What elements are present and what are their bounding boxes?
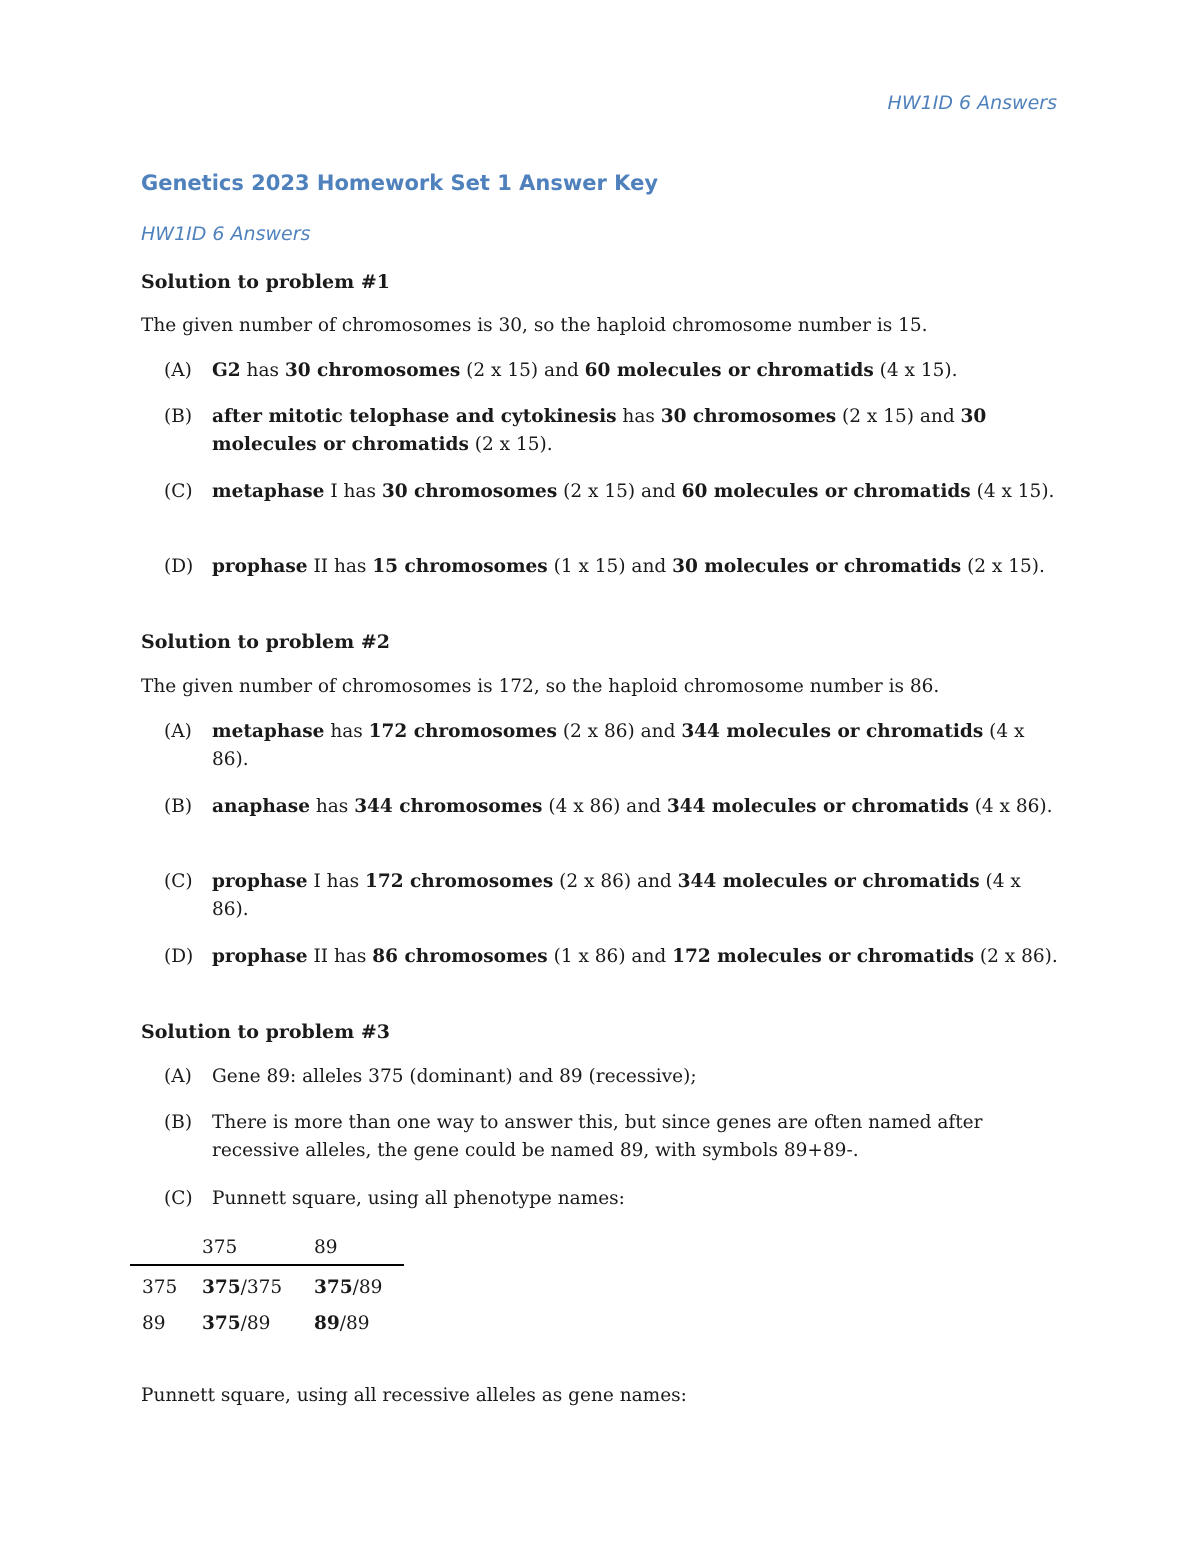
text: (2 x 86). bbox=[974, 946, 1058, 967]
term: 30 chromosomes bbox=[284, 360, 461, 381]
allele: /89 bbox=[240, 1313, 271, 1334]
term: 344 molecules or chromatids bbox=[681, 721, 984, 742]
text: has bbox=[309, 796, 355, 817]
text: (4 x 15). bbox=[873, 360, 958, 381]
problem-2-item-a bbox=[164, 718, 1064, 774]
allele: /89 bbox=[352, 1277, 383, 1298]
term: 60 molecules or chromatids bbox=[584, 360, 874, 381]
table-row bbox=[130, 1265, 404, 1302]
problem-1-heading: Solution to problem #1 bbox=[141, 271, 391, 293]
problem-1-item-b bbox=[164, 403, 1064, 459]
item-text: There is more than one way to answer this, but since genes are often named after recessive alleles, the gene could be named 89, with symbols 89+89-. bbox=[212, 1112, 983, 1161]
table-row bbox=[130, 1302, 404, 1338]
text: (1 x 86) and bbox=[547, 946, 673, 967]
problem-1-intro: The given number of chromosomes is 30, so the haploid chromosome number is 15. bbox=[141, 315, 928, 336]
list-marker: (D) bbox=[164, 556, 194, 577]
text: (4 x 15). bbox=[970, 481, 1055, 502]
document-title: Genetics 2023 Homework Set 1 Answer Key bbox=[141, 171, 659, 195]
text: I has bbox=[307, 871, 365, 892]
problem-1-item-a bbox=[164, 357, 1064, 385]
table-header-cell: 89 bbox=[314, 1237, 338, 1258]
problem-3-heading: Solution to problem #3 bbox=[141, 1021, 391, 1043]
term: 30 chromosomes bbox=[660, 406, 837, 427]
problem-2-intro: The given number of chromosomes is 172, so the haploid chromosome number is 86. bbox=[141, 676, 940, 697]
term: 344 chromosomes bbox=[354, 796, 543, 817]
row-label: 89 bbox=[142, 1313, 166, 1334]
problem-3-item-c bbox=[164, 1185, 1064, 1213]
table-header-cell: 375 bbox=[202, 1237, 238, 1258]
dominant-allele: 375 bbox=[202, 1277, 241, 1298]
text: II has bbox=[307, 946, 373, 967]
document-subtitle: HW1ID 6 Answers bbox=[141, 223, 311, 245]
table-cell bbox=[202, 1302, 314, 1338]
list-marker: (A) bbox=[164, 721, 192, 742]
list-marker: (C) bbox=[164, 871, 193, 892]
text: (2 x 86) and bbox=[556, 721, 682, 742]
text: (2 x 15) and bbox=[557, 481, 682, 502]
text: (2 x 15). bbox=[468, 434, 553, 455]
term: 344 molecules or chromatids bbox=[677, 871, 980, 892]
table-cell bbox=[314, 1265, 404, 1302]
list-marker: (D) bbox=[164, 946, 194, 967]
text: (4 x 86). bbox=[212, 871, 1021, 920]
text: (2 x 15) and bbox=[836, 406, 961, 427]
list-marker: (A) bbox=[164, 1066, 192, 1087]
text: (4 x 86) and bbox=[542, 796, 667, 817]
table-cell bbox=[314, 1302, 404, 1338]
list-marker: (C) bbox=[164, 1188, 193, 1209]
term: anaphase bbox=[212, 796, 310, 817]
item-text: Gene 89: alleles 375 (dominant) and 89 (recessive); bbox=[212, 1066, 697, 1087]
text: II has bbox=[307, 556, 373, 577]
allele: /89 bbox=[339, 1313, 370, 1334]
problem-3-item-a bbox=[164, 1063, 1064, 1091]
term: after mitotic telophase and cytokinesis bbox=[212, 406, 617, 427]
row-label: 375 bbox=[142, 1277, 178, 1298]
item-text: Punnett square, using all phenotype names: bbox=[212, 1188, 625, 1209]
problem-1-item-d bbox=[164, 553, 1064, 581]
text: (4 x 86). bbox=[968, 796, 1053, 817]
text: (2 x 86) and bbox=[553, 871, 678, 892]
term: 172 molecules or chromatids bbox=[672, 946, 975, 967]
dominant-allele: 375 bbox=[314, 1277, 353, 1298]
term: G2 bbox=[212, 360, 241, 381]
list-marker: (B) bbox=[164, 1112, 193, 1133]
text: (2 x 15) and bbox=[460, 360, 585, 381]
text: (2 x 15). bbox=[961, 556, 1045, 577]
text: has bbox=[324, 721, 369, 742]
list-marker: (B) bbox=[164, 406, 193, 427]
running-header: HW1ID 6 Answers bbox=[887, 92, 1057, 114]
dominant-allele: 375 bbox=[202, 1313, 241, 1334]
text: has bbox=[240, 360, 285, 381]
term: 30 chromosomes bbox=[381, 481, 558, 502]
term: metaphase bbox=[212, 481, 325, 502]
problem-2-item-c bbox=[164, 868, 1064, 924]
term: 30 molecules or chromatids bbox=[212, 406, 987, 455]
term: 15 chromosomes bbox=[372, 556, 548, 577]
problem-2-heading: Solution to problem #2 bbox=[141, 631, 391, 653]
text: has bbox=[616, 406, 661, 427]
term: 30 molecules or chromatids bbox=[672, 556, 962, 577]
list-marker: (C) bbox=[164, 481, 193, 502]
term: 172 chromosomes bbox=[364, 871, 554, 892]
text: (4 x 86). bbox=[212, 721, 1025, 770]
table-cell bbox=[202, 1265, 314, 1302]
term: prophase bbox=[212, 871, 308, 892]
list-marker: (A) bbox=[164, 360, 192, 381]
term: prophase bbox=[212, 946, 308, 967]
text: (1 x 15) and bbox=[547, 556, 673, 577]
problem-2-item-d bbox=[164, 943, 1064, 971]
table-header-row bbox=[130, 1234, 404, 1265]
allele: /375 bbox=[240, 1277, 283, 1298]
term: 172 chromosomes bbox=[368, 721, 557, 742]
term: 86 chromosomes bbox=[372, 946, 548, 967]
term: metaphase bbox=[212, 721, 325, 742]
problem-2-item-b bbox=[164, 793, 1064, 821]
text: I has bbox=[324, 481, 382, 502]
term: 60 molecules or chromatids bbox=[681, 481, 971, 502]
punnett-square-table bbox=[130, 1234, 404, 1338]
dominant-allele: 89 bbox=[314, 1313, 340, 1334]
problem-3-item-b bbox=[164, 1109, 1064, 1165]
problem-1-item-c bbox=[164, 478, 1064, 506]
term: 344 molecules or chromatids bbox=[666, 796, 969, 817]
list-marker: (B) bbox=[164, 796, 193, 817]
term: prophase bbox=[212, 556, 308, 577]
punnett-closing-text: Punnett square, using all recessive alleles as gene names: bbox=[141, 1385, 687, 1406]
table-header-cell bbox=[130, 1234, 202, 1265]
